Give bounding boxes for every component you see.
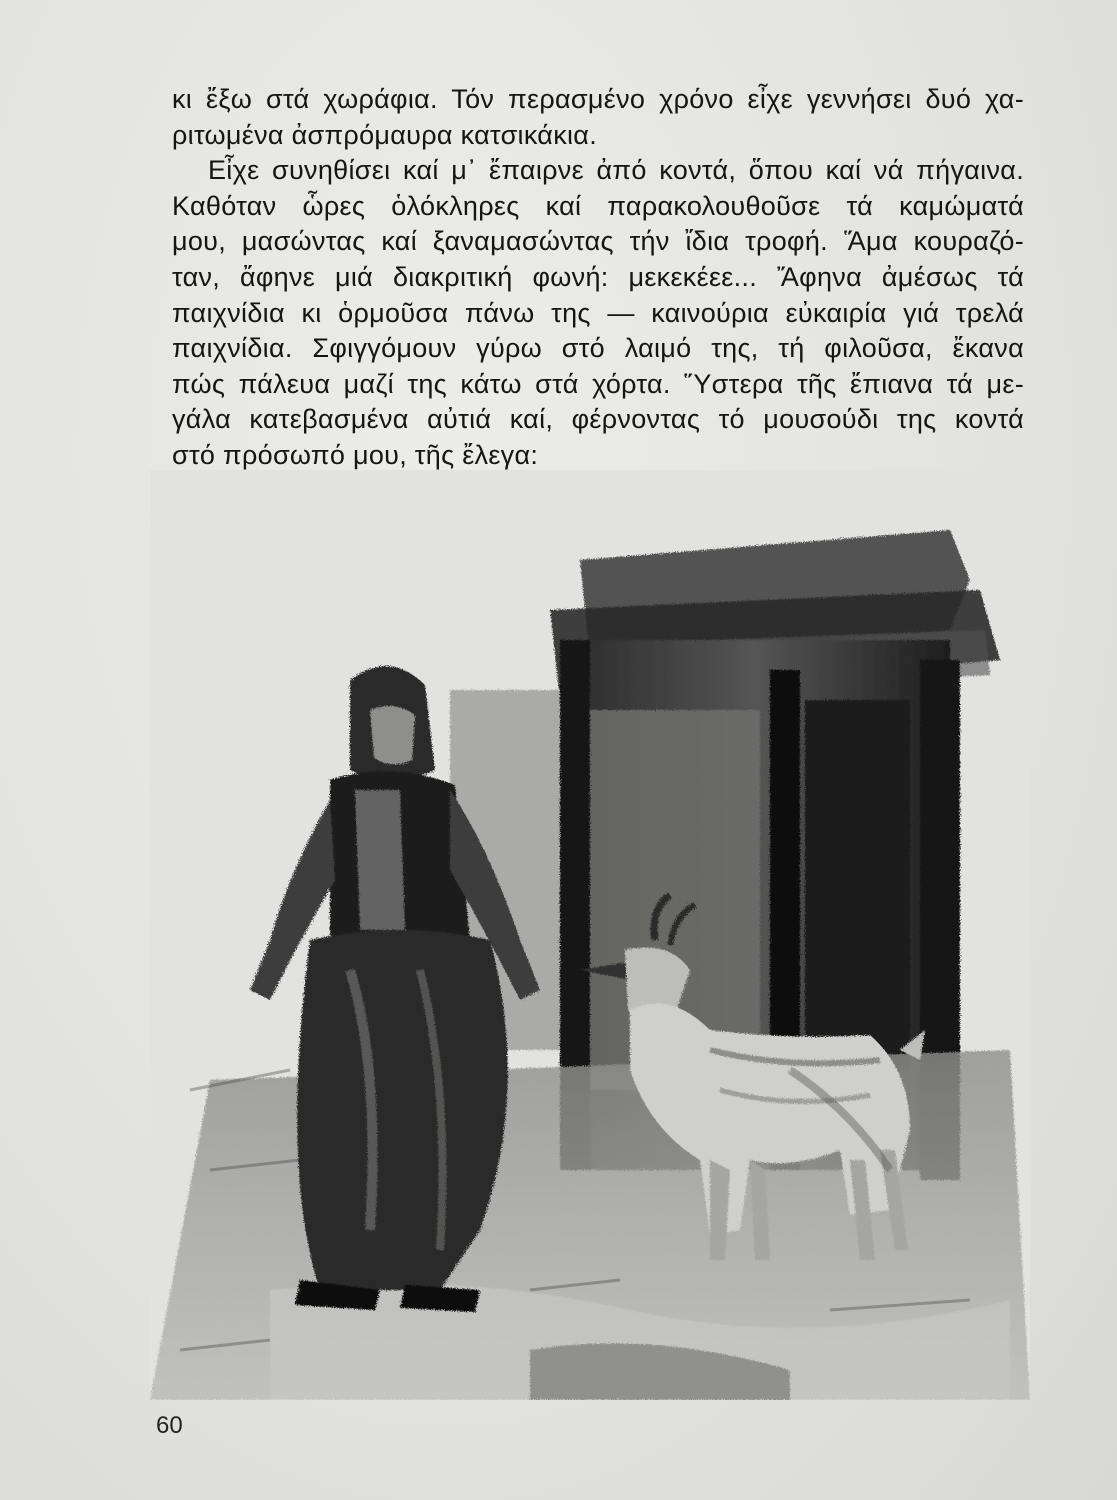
text-line: γάλα κατεβασμένα αὐτιά καί, φέρνοντας τό μουσούδι της κοντά — [172, 404, 1024, 435]
text-line: παιχνίδια. Σφιγγόμουν γύρω στό λαιμό της, τή φιλοῦσα, ἔκανα — [172, 333, 1024, 364]
text-line: Καθόταν ὧρες ὁλόκληρες καί παρακολουθοῦσε τά καμώματά — [172, 190, 1024, 221]
text-line: μου, μασώντας καί ξαναμασώντας τήν ἴδια τροφή. Ἅμα κουραζό- — [172, 226, 1024, 257]
text-line: κι ἔξω στά χωράφια. Τόν περασμένο χρόνο εἶχε γεννήσει δυό χα- — [172, 84, 1024, 114]
body-text — [172, 82, 1024, 474]
text-line: πώς πάλευα μαζί της κάτω στά χόρτα. Ὕστερα τῆς ἔπιανα τά με- — [172, 368, 1024, 399]
illustration-drawing — [150, 470, 1030, 1400]
text-line: ριτωμένα ἀσπρόμαυρα κατσικάκια. — [172, 119, 598, 150]
illustration — [150, 470, 1030, 1400]
text-line: παιχνίδια κι ὁρμοῦσα πάνω της — καινούρια εὐκαιρία γιά τρελά — [172, 297, 1024, 328]
text-line: ταν, ἄφηνε μιά διακριτική φωνή: μεκεκέεε... Ἄφηνα ἀμέσως τά — [172, 261, 1024, 292]
text-line: Εἶχε συνηθίσει καί μ᾿ ἔπαιρνε ἀπό κοντά, ὅπου καί νά πήγαινα. — [208, 155, 1024, 186]
text-line: στό πρόσωπό μου, τῆς ἔλεγα: — [172, 439, 539, 470]
page-number: 60 — [156, 1412, 183, 1439]
